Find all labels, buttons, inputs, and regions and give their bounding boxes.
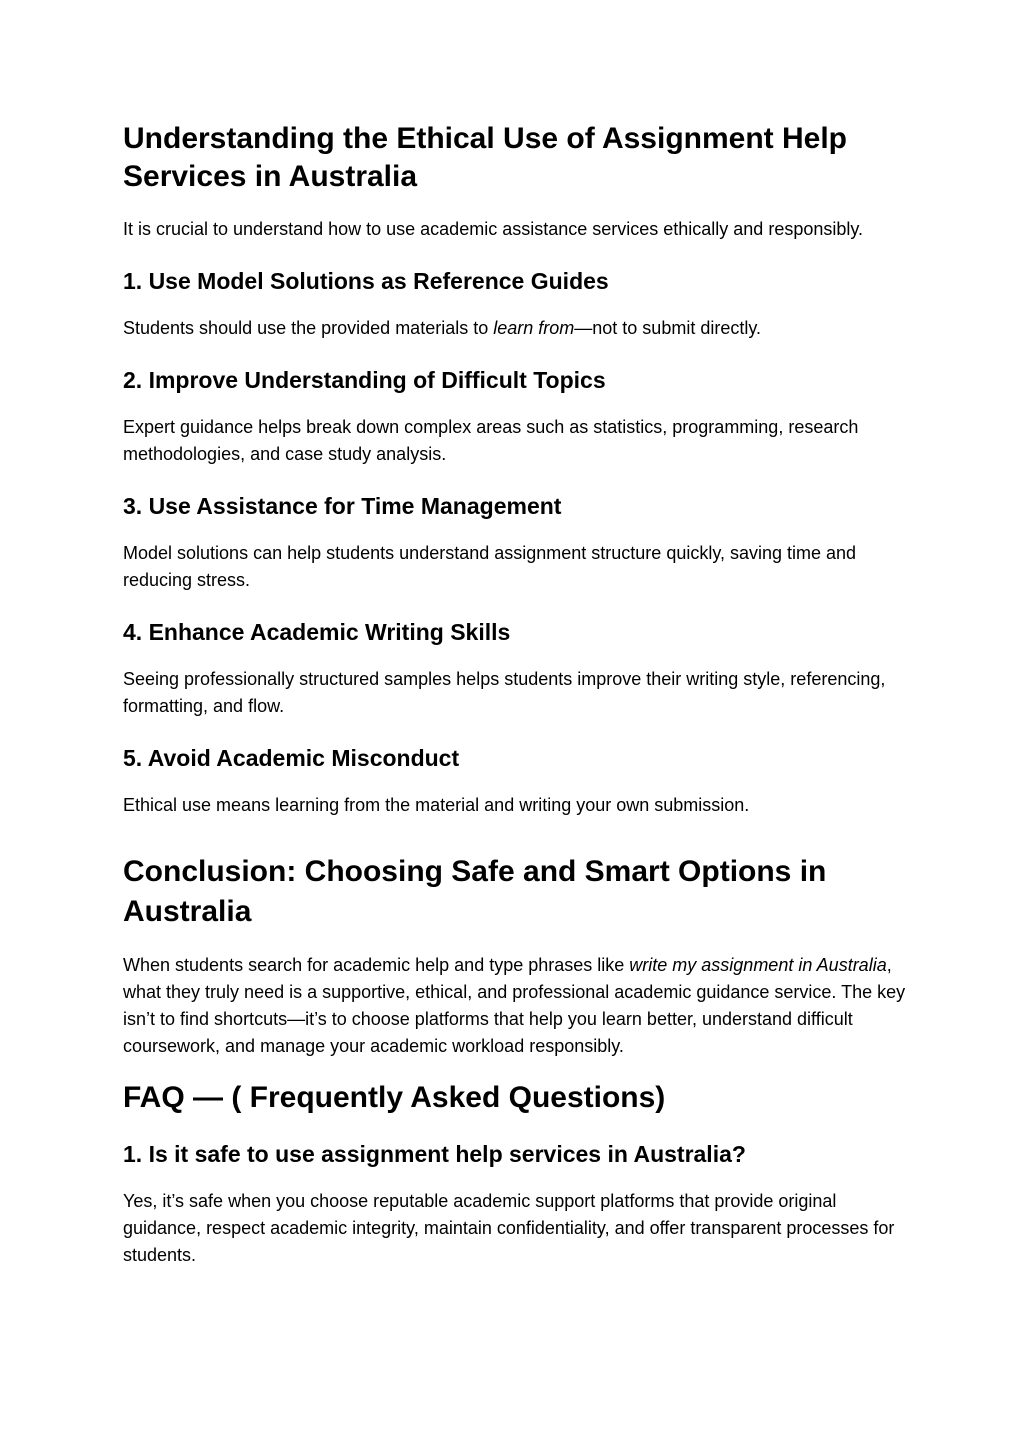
conclusion-italic-run: write my assignment in Australia [629, 955, 887, 975]
tip-1-text-run-after: —not to submit directly. [574, 318, 761, 338]
intro-paragraph: It is crucial to understand how to use academic assistance services ethically and responsibly. [123, 219, 864, 239]
faq-item-1 [123, 1140, 913, 1269]
tip-section-2 [123, 366, 913, 468]
conclusion-section [123, 852, 913, 1060]
tip-section-1 [123, 267, 913, 342]
tip-4-paragraph: Seeing professionally structured samples helps students improve their writing style, referencing, formatting, and flow. [123, 669, 886, 716]
conclusion-paragraph [123, 952, 913, 1060]
conclusion-text-run-before: When students search for academic help and type phrases like [123, 955, 630, 975]
tip-1-paragraph [123, 315, 913, 342]
document-title: Understanding the Ethical Use of Assignment Help Services in Australia [123, 122, 847, 193]
faq-answer-1: Yes, it’s safe when you choose reputable academic support platforms that provide original guidance, respect academic integrity, maintain confidentiality, and offer transparent processes for students. [123, 1191, 895, 1265]
tip-2-paragraph: Expert guidance helps break down complex areas such as statistics, programming, research methodologies, and case study analysis. [123, 417, 859, 464]
tip-section-3 [123, 492, 913, 594]
tip-3-heading: 3. Use Assistance for Time Management [123, 493, 562, 519]
faq-question-1: 1. Is it safe to use assignment help services in Australia? [123, 1141, 746, 1167]
tip-5-heading: 5. Avoid Academic Misconduct [123, 745, 460, 771]
tip-1-italic-run: learn from [493, 318, 575, 338]
tip-2-heading: 2. Improve Understanding of Difficult Topics [123, 367, 606, 393]
faq-section [123, 1080, 913, 1269]
tip-5-paragraph: Ethical use means learning from the material and writing your own submission. [123, 795, 750, 815]
conclusion-text-run-after: , what they truly need is a supportive, ethical, and professional academic guidance service. The key isn’t to find shortcuts—it’s to choose platforms that help you learn better, understand difficult coursework, and manage your academic workload responsibly. [123, 955, 906, 1056]
conclusion-heading: Conclusion: Choosing Safe and Smart Options in Australia [123, 855, 827, 928]
tip-1-text-run-before: Students should use the provided materials to [123, 318, 494, 338]
tip-section-4 [123, 618, 913, 720]
tip-1-heading: 1. Use Model Solutions as Reference Guides [123, 268, 609, 294]
tip-section-5 [123, 744, 913, 819]
tip-3-paragraph: Model solutions can help students understand assignment structure quickly, saving time and reducing stress. [123, 543, 857, 590]
tip-4-heading: 4. Enhance Academic Writing Skills [123, 619, 511, 645]
faq-heading: FAQ — ( Frequently Asked Questions) [123, 1081, 666, 1114]
